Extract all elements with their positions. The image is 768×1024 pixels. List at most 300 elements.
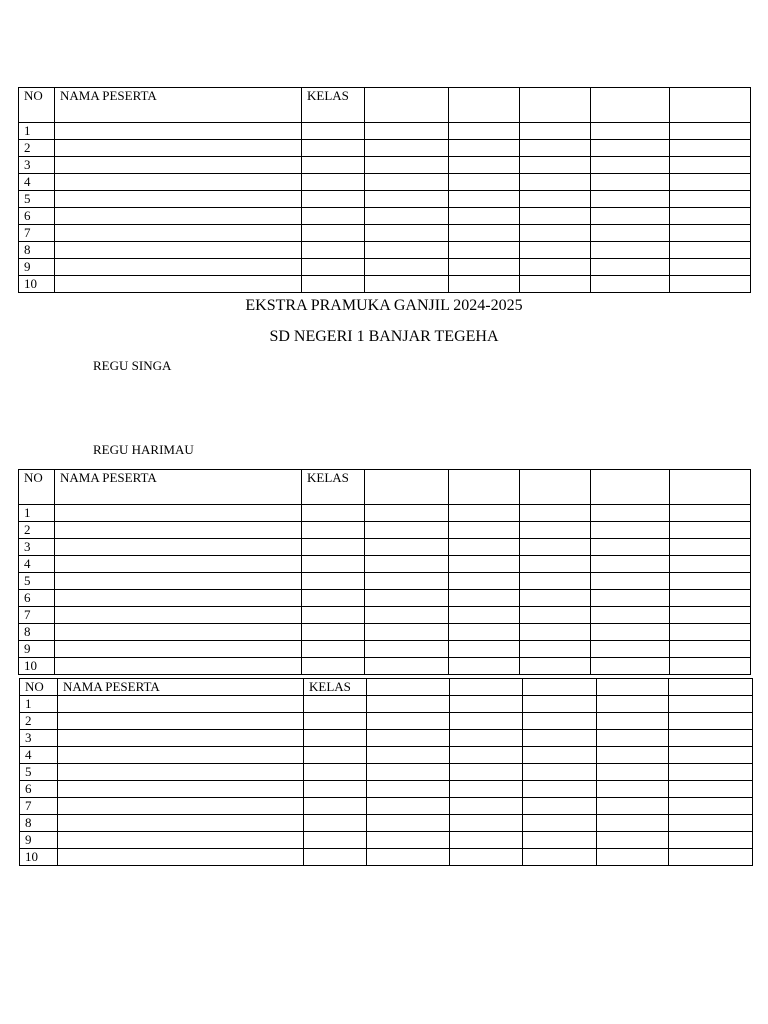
- table-row: [19, 607, 751, 624]
- participant-name-cell: [58, 781, 304, 798]
- class-cell: [302, 276, 365, 293]
- empty-cell: [523, 730, 597, 747]
- empty-cell: [449, 607, 520, 624]
- page-title: EKSTRA PRAMUKA GANJIL 2024-2025: [245, 297, 523, 314]
- empty-cell: [523, 747, 597, 764]
- empty-cell: [591, 590, 670, 607]
- empty-cell: [520, 140, 591, 157]
- participant-name-cell: [58, 696, 304, 713]
- empty-cell: [670, 641, 751, 658]
- empty-cell: [591, 259, 670, 276]
- empty-cell: [367, 798, 450, 815]
- class-cell: [304, 764, 367, 781]
- empty-header-cell: [520, 88, 591, 123]
- class-cell: [304, 730, 367, 747]
- empty-cell: [367, 849, 450, 866]
- participant-table-middle: [18, 469, 751, 675]
- participant-name-cell: [58, 798, 304, 815]
- empty-cell: [591, 556, 670, 573]
- class-cell: [304, 696, 367, 713]
- empty-cell: [365, 641, 449, 658]
- empty-cell: [591, 658, 670, 675]
- empty-cell: [520, 590, 591, 607]
- empty-cell: [670, 242, 751, 259]
- empty-cell: [670, 157, 751, 174]
- empty-cell: [591, 573, 670, 590]
- empty-header-cell: [670, 470, 751, 505]
- empty-cell: [449, 276, 520, 293]
- empty-cell: [669, 713, 753, 730]
- empty-cell: [365, 174, 449, 191]
- empty-cell: [670, 573, 751, 590]
- empty-header-cell: [365, 88, 449, 123]
- empty-cell: [520, 276, 591, 293]
- row-number: 7: [20, 798, 58, 815]
- empty-cell: [520, 539, 591, 556]
- row-number: 7: [19, 607, 55, 624]
- column-header-no: NO: [19, 88, 55, 123]
- empty-cell: [450, 832, 523, 849]
- empty-header-cell: [449, 470, 520, 505]
- row-number: 2: [19, 522, 55, 539]
- empty-cell: [520, 123, 591, 140]
- empty-cell: [523, 713, 597, 730]
- participant-name-cell: [58, 747, 304, 764]
- participant-name-cell: [58, 730, 304, 747]
- empty-cell: [669, 764, 753, 781]
- empty-cell: [449, 208, 520, 225]
- row-number: 9: [20, 832, 58, 849]
- table-header-row: [19, 470, 751, 505]
- empty-cell: [591, 522, 670, 539]
- empty-cell: [669, 730, 753, 747]
- empty-cell: [520, 522, 591, 539]
- empty-cell: [365, 276, 449, 293]
- empty-cell: [449, 191, 520, 208]
- empty-cell: [520, 225, 591, 242]
- empty-cell: [367, 832, 450, 849]
- empty-cell: [520, 505, 591, 522]
- table-row: [19, 157, 751, 174]
- row-number: 7: [19, 225, 55, 242]
- class-cell: [302, 191, 365, 208]
- row-number: 3: [19, 539, 55, 556]
- empty-cell: [450, 713, 523, 730]
- group-label-harimau: REGU HARIMAU: [93, 442, 194, 457]
- empty-cell: [449, 573, 520, 590]
- participant-name-cell: [55, 123, 302, 140]
- empty-cell: [449, 242, 520, 259]
- empty-cell: [670, 276, 751, 293]
- class-cell: [302, 556, 365, 573]
- empty-cell: [520, 658, 591, 675]
- empty-cell: [450, 747, 523, 764]
- empty-cell: [449, 505, 520, 522]
- table-row: [20, 696, 753, 713]
- empty-cell: [523, 764, 597, 781]
- table-row: [19, 641, 751, 658]
- class-cell: [304, 815, 367, 832]
- table-row: [20, 815, 753, 832]
- empty-cell: [669, 815, 753, 832]
- empty-cell: [449, 225, 520, 242]
- table-row: [20, 849, 753, 866]
- participant-name-cell: [58, 849, 304, 866]
- empty-cell: [591, 242, 670, 259]
- class-cell: [302, 259, 365, 276]
- row-number: 6: [20, 781, 58, 798]
- empty-cell: [365, 140, 449, 157]
- empty-cell: [591, 174, 670, 191]
- participant-name-cell: [55, 242, 302, 259]
- table-header-row: [19, 88, 751, 123]
- empty-header-cell: [449, 88, 520, 123]
- empty-cell: [449, 624, 520, 641]
- empty-header-cell: [670, 88, 751, 123]
- class-cell: [302, 641, 365, 658]
- empty-cell: [367, 764, 450, 781]
- row-number: 8: [20, 815, 58, 832]
- empty-cell: [597, 798, 669, 815]
- empty-cell: [449, 539, 520, 556]
- table-row: [20, 730, 753, 747]
- column-header-no: NO: [19, 470, 55, 505]
- empty-cell: [670, 658, 751, 675]
- empty-cell: [520, 157, 591, 174]
- empty-cell: [365, 225, 449, 242]
- empty-cell: [597, 832, 669, 849]
- empty-cell: [449, 556, 520, 573]
- empty-cell: [367, 781, 450, 798]
- empty-cell: [449, 590, 520, 607]
- participant-name-cell: [58, 832, 304, 849]
- row-number: 1: [20, 696, 58, 713]
- empty-cell: [523, 832, 597, 849]
- participant-name-cell: [55, 157, 302, 174]
- row-number: 5: [19, 191, 55, 208]
- empty-cell: [597, 764, 669, 781]
- empty-cell: [365, 208, 449, 225]
- empty-cell: [449, 123, 520, 140]
- column-header-class: KELAS: [302, 88, 365, 123]
- empty-cell: [450, 764, 523, 781]
- empty-cell: [591, 276, 670, 293]
- column-header-name: NAMA PESERTA: [55, 470, 302, 505]
- table-row: [20, 713, 753, 730]
- empty-cell: [523, 696, 597, 713]
- participant-table-bottom: [19, 678, 753, 866]
- participant-table-top: [18, 87, 751, 293]
- row-number: 6: [19, 590, 55, 607]
- column-header-class: KELAS: [302, 470, 365, 505]
- empty-cell: [591, 225, 670, 242]
- column-header-name: NAMA PESERTA: [55, 88, 302, 123]
- participant-name-cell: [55, 191, 302, 208]
- row-number: 4: [19, 174, 55, 191]
- empty-header-cell: [591, 88, 670, 123]
- row-number: 2: [19, 140, 55, 157]
- empty-cell: [670, 225, 751, 242]
- column-header-no: NO: [20, 679, 58, 696]
- class-cell: [302, 242, 365, 259]
- empty-header-cell: [669, 679, 753, 696]
- empty-cell: [365, 607, 449, 624]
- empty-cell: [520, 208, 591, 225]
- participant-name-cell: [55, 641, 302, 658]
- row-number: 4: [20, 747, 58, 764]
- empty-cell: [669, 781, 753, 798]
- empty-cell: [670, 556, 751, 573]
- table-row: [20, 764, 753, 781]
- column-header-name: NAMA PESERTA: [58, 679, 304, 696]
- row-number: 5: [20, 764, 58, 781]
- class-cell: [302, 174, 365, 191]
- empty-header-cell: [597, 679, 669, 696]
- class-cell: [302, 522, 365, 539]
- empty-cell: [591, 607, 670, 624]
- table-row: [20, 747, 753, 764]
- empty-cell: [670, 259, 751, 276]
- participant-name-cell: [55, 276, 302, 293]
- empty-cell: [365, 191, 449, 208]
- participant-name-cell: [55, 208, 302, 225]
- row-number: 5: [19, 573, 55, 590]
- empty-cell: [367, 730, 450, 747]
- table-header-row: [20, 679, 753, 696]
- empty-cell: [365, 505, 449, 522]
- participant-name-cell: [55, 522, 302, 539]
- class-cell: [302, 123, 365, 140]
- participant-name-cell: [55, 539, 302, 556]
- empty-cell: [597, 713, 669, 730]
- class-cell: [302, 573, 365, 590]
- empty-cell: [450, 815, 523, 832]
- class-cell: [302, 140, 365, 157]
- empty-cell: [591, 157, 670, 174]
- row-number: 1: [19, 505, 55, 522]
- empty-cell: [520, 607, 591, 624]
- row-number: 9: [19, 259, 55, 276]
- empty-cell: [365, 123, 449, 140]
- empty-cell: [449, 259, 520, 276]
- empty-cell: [670, 123, 751, 140]
- empty-cell: [670, 522, 751, 539]
- group-label-singa: REGU SINGA: [93, 358, 172, 373]
- table-row: [19, 191, 751, 208]
- empty-cell: [670, 539, 751, 556]
- participant-name-cell: [55, 225, 302, 242]
- table-row: [20, 832, 753, 849]
- class-cell: [302, 607, 365, 624]
- empty-cell: [670, 590, 751, 607]
- empty-cell: [367, 815, 450, 832]
- empty-cell: [365, 157, 449, 174]
- empty-cell: [365, 590, 449, 607]
- table-row: [20, 781, 753, 798]
- empty-cell: [591, 123, 670, 140]
- empty-cell: [597, 730, 669, 747]
- empty-cell: [669, 747, 753, 764]
- row-number: 2: [20, 713, 58, 730]
- empty-cell: [597, 781, 669, 798]
- participant-name-cell: [55, 658, 302, 675]
- class-cell: [304, 849, 367, 866]
- class-cell: [302, 624, 365, 641]
- empty-cell: [597, 849, 669, 866]
- empty-cell: [670, 607, 751, 624]
- participant-name-cell: [55, 556, 302, 573]
- row-number: 1: [19, 123, 55, 140]
- empty-cell: [523, 781, 597, 798]
- empty-cell: [520, 573, 591, 590]
- empty-header-cell: [520, 470, 591, 505]
- empty-cell: [670, 624, 751, 641]
- class-cell: [302, 505, 365, 522]
- participant-name-cell: [58, 815, 304, 832]
- class-cell: [304, 713, 367, 730]
- table-row: [19, 505, 751, 522]
- table-row: [19, 225, 751, 242]
- table-row: [19, 522, 751, 539]
- empty-cell: [591, 624, 670, 641]
- empty-cell: [367, 713, 450, 730]
- row-number: 10: [19, 658, 55, 675]
- empty-cell: [591, 208, 670, 225]
- class-cell: [302, 208, 365, 225]
- participant-name-cell: [55, 624, 302, 641]
- participant-name-cell: [55, 259, 302, 276]
- empty-cell: [450, 849, 523, 866]
- empty-cell: [670, 140, 751, 157]
- empty-cell: [523, 849, 597, 866]
- empty-cell: [365, 522, 449, 539]
- empty-cell: [367, 747, 450, 764]
- empty-cell: [449, 641, 520, 658]
- empty-cell: [520, 624, 591, 641]
- empty-cell: [597, 815, 669, 832]
- participant-name-cell: [58, 713, 304, 730]
- empty-cell: [450, 696, 523, 713]
- empty-cell: [597, 696, 669, 713]
- empty-cell: [449, 658, 520, 675]
- empty-cell: [591, 140, 670, 157]
- participant-name-cell: [55, 607, 302, 624]
- participant-name-cell: [55, 590, 302, 607]
- row-number: 10: [19, 276, 55, 293]
- table-row: [19, 276, 751, 293]
- column-header-class: KELAS: [304, 679, 367, 696]
- empty-cell: [670, 505, 751, 522]
- empty-header-cell: [365, 470, 449, 505]
- table-row: [19, 624, 751, 641]
- participant-name-cell: [55, 140, 302, 157]
- table-row: [19, 123, 751, 140]
- empty-cell: [449, 140, 520, 157]
- table-row: [19, 174, 751, 191]
- row-number: 8: [19, 624, 55, 641]
- class-cell: [302, 590, 365, 607]
- empty-cell: [669, 696, 753, 713]
- empty-cell: [669, 832, 753, 849]
- empty-cell: [365, 556, 449, 573]
- empty-cell: [591, 191, 670, 208]
- empty-header-cell: [523, 679, 597, 696]
- empty-cell: [520, 191, 591, 208]
- empty-cell: [669, 849, 753, 866]
- table-row: [19, 556, 751, 573]
- empty-header-cell: [367, 679, 450, 696]
- empty-cell: [523, 798, 597, 815]
- table-row: [19, 658, 751, 675]
- empty-cell: [591, 539, 670, 556]
- empty-cell: [591, 641, 670, 658]
- empty-cell: [365, 624, 449, 641]
- school-name: SD NEGERI 1 BANJAR TEGEHA: [269, 328, 499, 345]
- participant-name-cell: [55, 573, 302, 590]
- row-number: 4: [19, 556, 55, 573]
- table-row: [19, 208, 751, 225]
- participant-name-cell: [58, 764, 304, 781]
- row-number: 8: [19, 242, 55, 259]
- class-cell: [302, 539, 365, 556]
- empty-cell: [365, 573, 449, 590]
- class-cell: [302, 225, 365, 242]
- empty-header-cell: [450, 679, 523, 696]
- empty-cell: [520, 556, 591, 573]
- empty-cell: [450, 781, 523, 798]
- empty-cell: [365, 259, 449, 276]
- row-number: 9: [19, 641, 55, 658]
- empty-cell: [597, 747, 669, 764]
- class-cell: [304, 781, 367, 798]
- table-row: [19, 140, 751, 157]
- empty-cell: [449, 157, 520, 174]
- table-row: [19, 242, 751, 259]
- empty-cell: [520, 641, 591, 658]
- table-row: [20, 798, 753, 815]
- empty-cell: [523, 815, 597, 832]
- table-row: [19, 573, 751, 590]
- empty-cell: [670, 191, 751, 208]
- empty-cell: [520, 242, 591, 259]
- class-cell: [302, 157, 365, 174]
- row-number: 3: [20, 730, 58, 747]
- class-cell: [304, 798, 367, 815]
- row-number: 3: [19, 157, 55, 174]
- participant-name-cell: [55, 505, 302, 522]
- table-row: [19, 539, 751, 556]
- row-number: 10: [20, 849, 58, 866]
- empty-cell: [520, 174, 591, 191]
- empty-cell: [591, 505, 670, 522]
- empty-cell: [367, 696, 450, 713]
- empty-cell: [520, 259, 591, 276]
- empty-cell: [365, 242, 449, 259]
- table-row: [19, 590, 751, 607]
- empty-cell: [365, 539, 449, 556]
- empty-cell: [670, 174, 751, 191]
- row-number: 6: [19, 208, 55, 225]
- empty-cell: [670, 208, 751, 225]
- empty-cell: [450, 730, 523, 747]
- empty-cell: [450, 798, 523, 815]
- class-cell: [302, 658, 365, 675]
- empty-cell: [669, 798, 753, 815]
- empty-header-cell: [591, 470, 670, 505]
- participant-name-cell: [55, 174, 302, 191]
- class-cell: [304, 747, 367, 764]
- class-cell: [304, 832, 367, 849]
